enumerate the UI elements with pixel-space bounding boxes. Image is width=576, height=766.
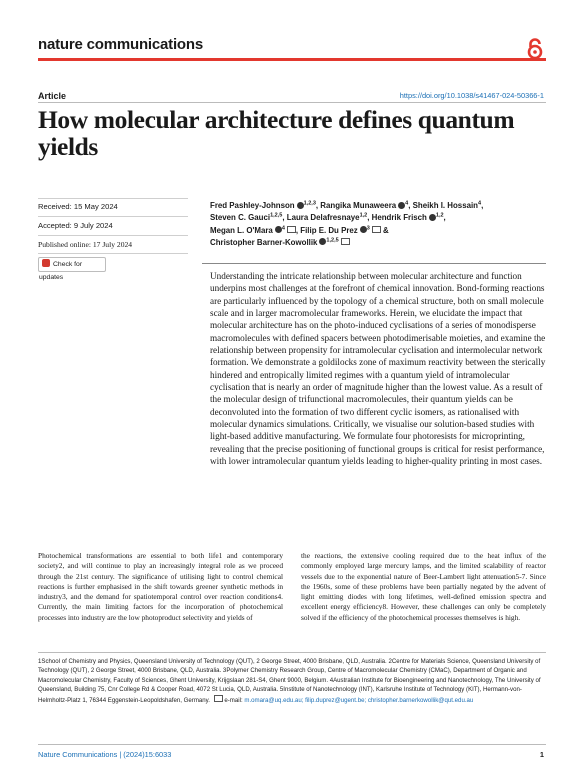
author-affiliation: 1,2,5	[270, 212, 283, 219]
orcid-icon[interactable]	[275, 226, 282, 233]
author-name[interactable]: Filip E. Du Prez	[300, 225, 358, 235]
header-rule	[38, 58, 546, 61]
footer-citation[interactable]: Nature Communications | (2024)15:6033	[38, 750, 172, 759]
divider	[38, 198, 188, 199]
divider	[38, 253, 188, 254]
author-name[interactable]: Christopher Barner-Kowollik	[210, 237, 318, 247]
orcid-icon[interactable]	[297, 202, 304, 209]
check-for-updates-button[interactable]	[38, 257, 106, 281]
email-icon[interactable]	[341, 238, 350, 245]
affiliations-text: 1School of Chemistry and Physics, Queensland University of Technology (QUT), 2 George Street, 4000 Brisbane, QLD, Australia. 2Centre for Materials Science, Queensland University of Technology (QUT), 2 George Street, 4000 Brisbane, QLD, Australia. 3Polymer Chemistry Research Group, Centre of Macromolecular Chemistry (CMaC), Department of Organic and Macromolecular Chemistry, Faculty of Sciences, Ghent University, Krijgslaan 281-S4, Ghent 9000, Belgium. 4Australian Institute for Bioengineering and Nanotechnology, The University of Queensland, Building 75, Cnr College Rd & Cooper Road, 4072 St Lucia, QLD, Australia. 5Institute of Nanotechnology (INT), Karlsruhe Institute of Technology (KIT), Hermann-von-Helmholtz-Platz 1, 76344 Eggenstein-Leopoldshafen, Germany.	[38, 658, 541, 704]
journal-brand: nature communications	[38, 36, 203, 53]
author-affiliation: 3	[366, 224, 370, 231]
email-icon[interactable]	[372, 226, 381, 233]
body-column-right: the reactions, the extensive cooling required due to the heat influx of the commonly employed large mercury lamps, and the limited scalability of reactor vessels due to the exponential nature of Beer-Lambert light attenuation5-7. Since the 1960s, some of these problems have been partially negated by the advent of light emitting diodes with long lifetimes, well-defined emission spectra and excellent energy efficiency8. However, these challenges can only be completely solved if the efficiency of the photochemical processes themselves is high.	[301, 551, 546, 622]
affiliations	[38, 657, 546, 705]
check-updates-icon	[42, 259, 50, 267]
author-name[interactable]: Sheikh I. Hossain	[412, 201, 478, 210]
author-name[interactable]: Rangika Munaweera	[320, 201, 397, 210]
author-affiliation: 4	[405, 200, 409, 207]
open-access-lock-icon	[526, 38, 544, 60]
body-column-left: Photochemical transformations are essential to both life1 and contemporary society2, and will continue to play an increasingly integral role as we proceed through the 21st century. The significance of utilising light to control chemical reactions is further emphasised in the shift towards greener synthetic methods in industry3, and the demand for spatiotemporal control over reaction conditions4. Currently, the main limiting factors for the incorporation of photochemical processes into industry are the low photoproduct selectivity and yields of	[38, 551, 283, 622]
author-name[interactable]: Fred Pashley-Johnson	[210, 201, 295, 210]
article-type: Article	[38, 91, 67, 101]
divider	[38, 652, 546, 653]
author-affiliation: 1,2,3	[303, 200, 316, 207]
author-affiliation: 1,2	[435, 212, 444, 219]
orcid-icon[interactable]	[360, 226, 367, 233]
author-affiliation: 4	[281, 224, 285, 231]
author-name[interactable]: Hendrik Frisch	[371, 213, 427, 223]
email-icon	[214, 695, 223, 702]
author-name[interactable]: Laura Delafresnaye	[286, 213, 360, 223]
orcid-icon[interactable]	[429, 214, 436, 221]
page-number: 1	[539, 750, 544, 759]
author-affiliation: 1,2	[359, 212, 368, 219]
divider	[38, 216, 188, 217]
article-title: How molecular architecture defines quantum yields	[38, 105, 515, 161]
email-links[interactable]: m.omara@uq.edu.au; filip.duprez@ugent.be; christopher.barnerkowollik@qut.edu.au	[244, 696, 474, 704]
accepted-date: Accepted: 9 July 2024	[38, 221, 113, 230]
author-affiliation: 4	[477, 200, 482, 207]
author-name[interactable]: Steven C. Gauci	[210, 213, 271, 223]
email-label: e-mail:	[224, 696, 243, 704]
email-icon[interactable]	[287, 226, 296, 233]
check-updates-label: Check for updates	[39, 261, 83, 281]
author-list: Fred Pashley-Johnson $^{1,2,3}$, Rangika Munaweera $^4$, Sheikh I. Hossain$^4$, Steven C. Gauci$^{1,2,5}$, Laura Delafresnaye$^{1,2}$, Hendrik Frisch $^{1,2}$, Megan L. O'Mara $^4$ , Filip E. Du Prez $^3$ & Christopher Barner-Kowollik $^{1,2,5}$	[210, 200, 484, 247]
author-affiliation: 1,2,5	[326, 237, 339, 244]
doi-link[interactable]: https://doi.org/10.1038/s41467-024-50366-1	[399, 91, 544, 100]
divider	[38, 102, 546, 103]
author-name[interactable]: Megan L. O'Mara	[210, 225, 273, 235]
received-date: Received: 15 May 2024	[38, 202, 118, 211]
published-date: Published online: 17 July 2024	[38, 240, 133, 249]
divider	[38, 235, 188, 236]
abstract: Understanding the intricate relationship between molecular architecture and function underpins most challenges at the forefront of chemical innovation. Bond-forming reactions are particularly influenced by the topology of a chemical structure, both on small molecule scale and in larger macromolecular frameworks. Herein, we elucidate the impact that molecular architecture has on the photo-induced cyclisations of a series of monodisperse macromolecules with defined spacers between photodimerisable moieties, and examine the relationship between propensity for intramolecular cyclisation and intermolecular network formation. We demonstrate a goldilocks zone of maximum reactivity between the sterically hindered and entropically limited regimes with a quantum yield of intramolecular cyclisation that is nearly an order of magnitude higher than the lowest value. As a result of the molecular design of trifunctional macromolecules, their quantum yields can be deconvoluted into the formation of two different cyclic isomers, as rationalised with molecular dynamics simulations. Critically, we visualise our solution-based studies with light-based additive manufacturing. We formulate four photoresists for microprinting, revealing that the precise positioning of functional groups is critical for resist performance, with lower intramolecular quantum yields leading to higher-quality printing in most cases.	[210, 271, 546, 467]
divider	[38, 744, 546, 745]
